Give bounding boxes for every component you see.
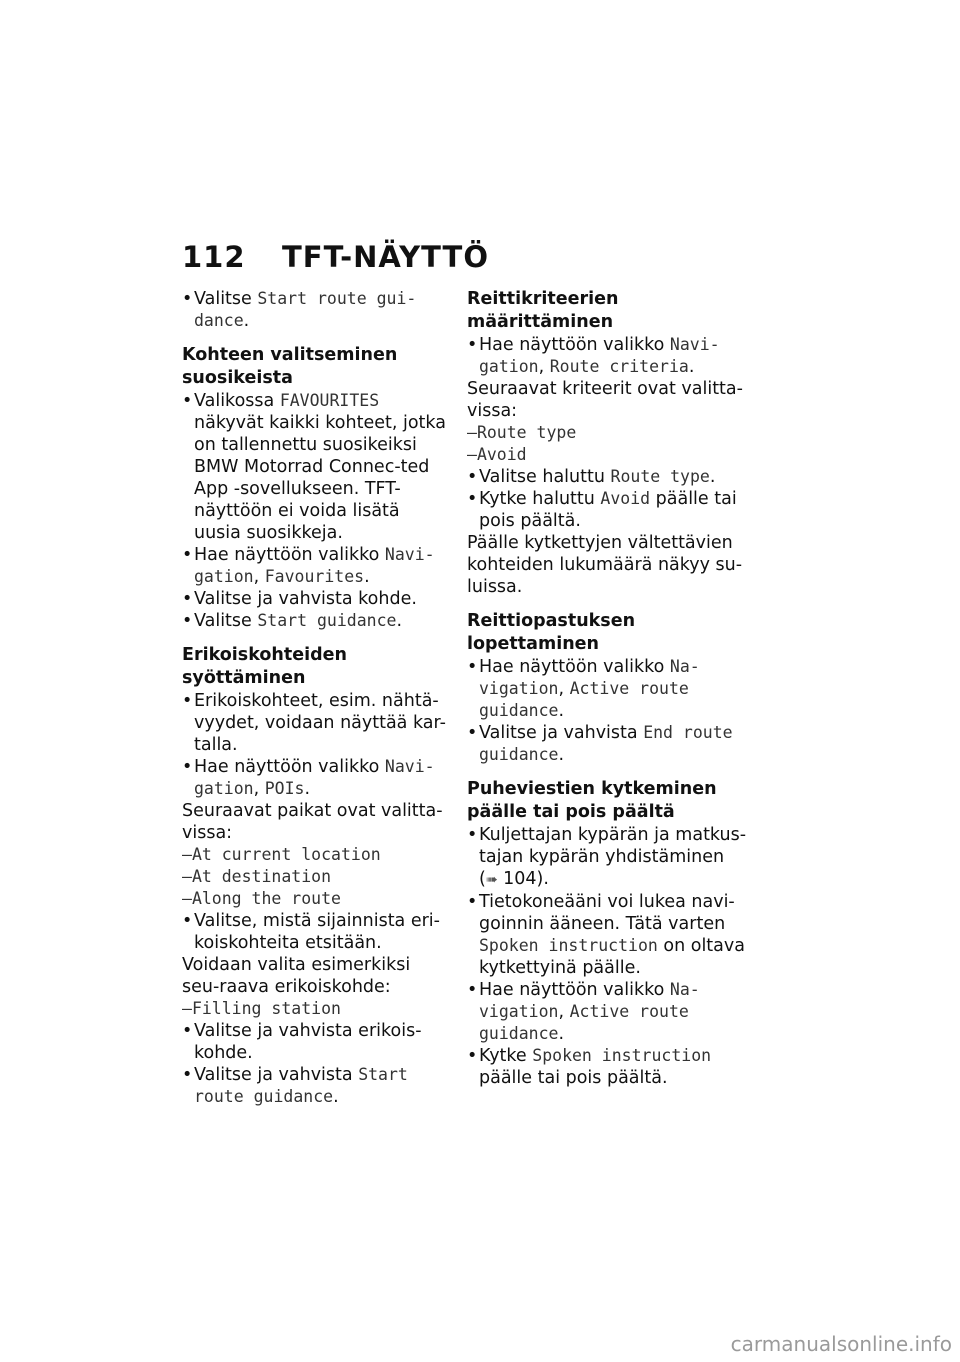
list-item: • Valitse ja vahvista kohde. <box>182 588 452 610</box>
right-column <box>467 288 747 1089</box>
option-item: – Avoid <box>467 444 747 466</box>
list-item: • Valitse haluttu Route type. <box>467 466 747 488</box>
section-heading: Reittikriteerien määrittäminen <box>467 289 619 332</box>
option-item: – Filling station <box>182 998 452 1020</box>
bullet-list <box>467 334 747 378</box>
paragraph: Päälle kytkettyjen vältettävien kohteiden lukumäärä näkyy su-luissa. <box>467 533 743 597</box>
bullet-list <box>467 656 747 766</box>
chapter-title: TFT-NÄYTTÖ <box>282 240 489 274</box>
list-item: • Hae näyttöön valikko Navi-gation, Favourites. <box>182 544 452 588</box>
watermark: carmanualsonline.info <box>730 1332 952 1356</box>
list-item: • Tietokoneääni voi lukea navi-goinnin ääneen. Tätä varten Spoken instruction on oltava kytkettyinä päälle. <box>467 891 747 979</box>
bullet-list <box>467 824 747 1089</box>
paragraph: Seuraavat kriteerit ovat valitta-vissa: <box>467 379 743 421</box>
bullet-list <box>182 690 452 800</box>
list-item: • Valitse, mistä sijainnista eri-koiskohteita etsitään. <box>182 910 452 954</box>
list-item: • Kytke haluttu Avoid päälle tai pois päältä. <box>467 488 747 532</box>
list-item: • Valitse Start guidance. <box>182 610 452 632</box>
bullet-list <box>182 288 452 332</box>
list-item: • Hae näyttöön valikko Navi-gation, Route criteria. <box>467 334 747 378</box>
list-item: • Valitse ja vahvista Start route guidance. <box>182 1064 452 1108</box>
option-list <box>182 998 452 1020</box>
bullet-list <box>182 910 452 954</box>
list-item: • Valikossa FAVOURITES näkyvät kaikki kohteet, jotka on tallennettu suosikeiksi BMW Motorrad Connec-ted App -sovellukseen. TFT-näyttöön ei voida lisätä uusia suosikkeja. <box>182 390 452 544</box>
option-list <box>467 422 747 466</box>
page-header <box>182 240 489 274</box>
arrow-icon: ➠ <box>485 872 498 888</box>
bullet-list <box>467 466 747 532</box>
left-column <box>182 288 452 1108</box>
list-item: • Erikoiskohteet, esim. nähtä-vyydet, voidaan näyttää kar-talla. <box>182 690 452 756</box>
option-item: – Along the route <box>182 888 452 910</box>
list-item: • Hae näyttöön valikko Na-vigation, Active route guidance. <box>467 979 747 1045</box>
list-item: • Hae näyttöön valikko Navi-gation, POIs. <box>182 756 452 800</box>
list-item: • Valitse ja vahvista End route guidance. <box>467 722 747 766</box>
list-item: • Hae näyttöön valikko Na-vigation, Active route guidance. <box>467 656 747 722</box>
section-heading: Reittiopastuksen lopettaminen <box>467 611 636 654</box>
option-item: – At current location <box>182 844 452 866</box>
option-list <box>182 844 452 910</box>
option-item: – Route type <box>467 422 747 444</box>
bullet-list <box>182 390 452 632</box>
list-item: • Kytke Spoken instruction päälle tai pois päältä. <box>467 1045 747 1089</box>
paragraph: Seuraavat paikat ovat valitta-vissa: <box>182 801 443 843</box>
bullet-list <box>182 1020 452 1108</box>
option-item: – At destination <box>182 866 452 888</box>
list-item: • Kuljettajan kypärän ja matkus-tajan kypärän yhdistäminen (➠ 104). <box>467 824 747 891</box>
section-heading: Erikoiskohteiden syöttäminen <box>182 645 347 688</box>
page-number: 112 <box>182 240 246 274</box>
section-heading: Kohteen valitseminen suosikeista <box>182 345 398 388</box>
paragraph: Voidaan valita esimerkiksi seu-raava erikoiskohde: <box>182 955 411 997</box>
list-item: • Valitse Start route gui-dance. <box>182 288 452 332</box>
list-item: • Valitse ja vahvista erikois-kohde. <box>182 1020 452 1064</box>
section-heading: Puheviestien kytkeminen päälle tai pois päältä <box>467 779 717 822</box>
